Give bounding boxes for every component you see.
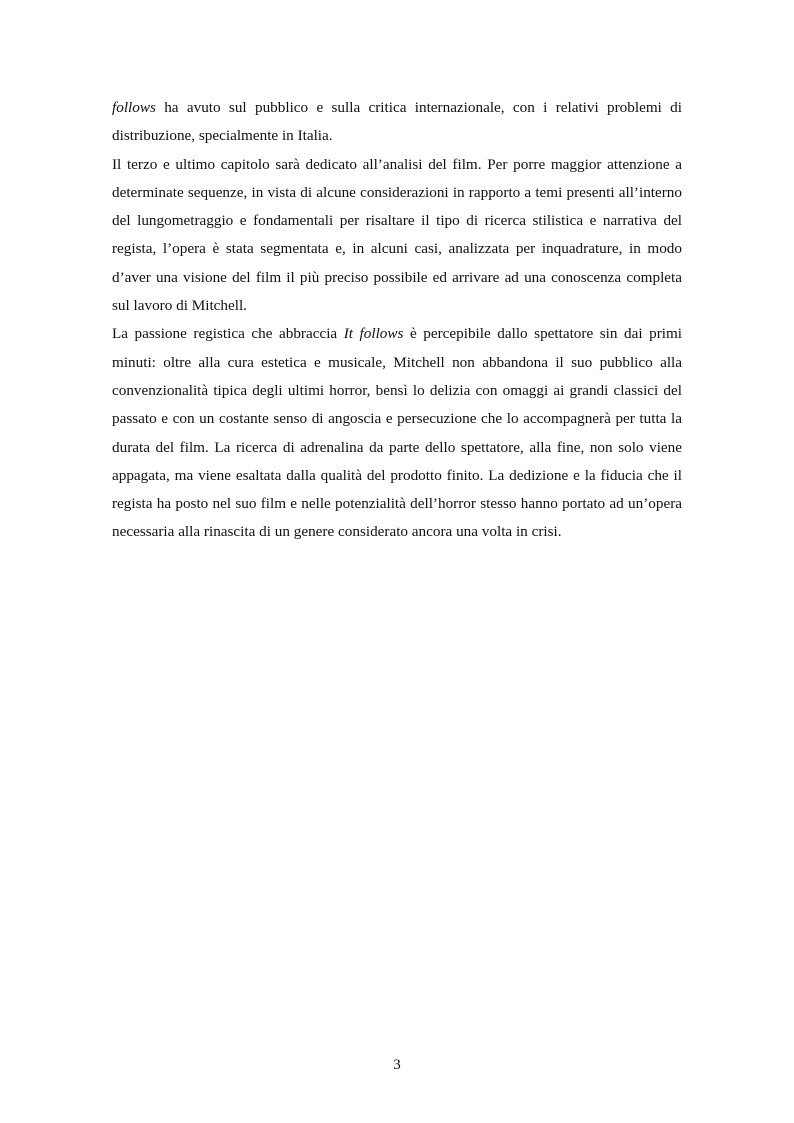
paragraph-2 [112,151,682,321]
paragraph-3 [112,320,682,546]
paragraph-3-text-after: è percepibile dallo spettatore sin dai primi minuti: oltre alla cura estetica e musicale, Mitchell non abbandona il suo pubblico alla convenzionalità tipica degli ultimi horror, bensì lo delizia con omaggi ai grandi classici del passato e con un costante senso di angoscia e persecuzione che lo accompagnerà per tutta la durata del film. La ricerca di adrenalina da parte dello spettatore, alla fine, non solo viene appagata, ma viene esaltata dalla qualità del prodotto finito. La dedizione e la fiducia che il regista ha posto nel suo film e nelle potenzialità dell’horror stesso hanno portato ad un’opera necessaria alla rinascita di un genere considerato ancora una volta in crisi. [112,325,683,541]
film-title-italic: follows [112,99,156,116]
paragraph-3-text-before: La passione registica che abbraccia [112,325,344,343]
page-number: 3 [393,1057,401,1073]
paragraph-2-text: Il terzo e ultimo capitolo sarà dedicato all’analisi del film. Per porre maggior attenzione a determinate sequenze, in vista di alcune considerazioni in rapporto a temi presenti all’interno del lungometraggio e fondamentali per risaltare il tipo di ricerca stilistica e narrativa del regista, l’opera è stata segmentata e, in alcuni casi, analizzata per inquadrature, in modo d’aver una visione del film il più preciso possibile ed arrivare ad una conoscenza completa sul lavoro di Mitchell. [112,155,682,315]
film-title-italic: It follows [343,325,404,343]
body-text [112,94,682,547]
paragraph-1 [112,94,682,151]
paragraph-1-text: ha avuto sul pubblico e sulla critica internazionale, con i relativi problemi di distribuzione, specialmente in Italia. [112,99,682,145]
